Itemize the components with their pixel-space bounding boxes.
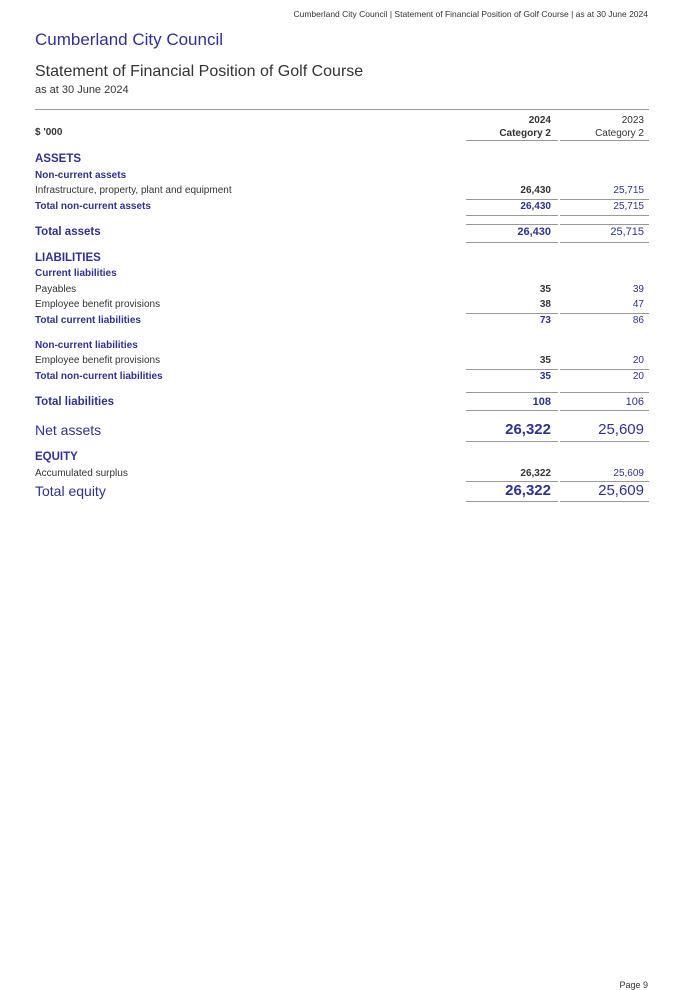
total-noncurrent-assets-label: Total non-current assets bbox=[35, 201, 151, 212]
total-assets-label: Total assets bbox=[35, 226, 101, 238]
total-current-liabilities-label: Total current liabilities bbox=[35, 315, 141, 326]
report-subtitle: as at 30 June 2024 bbox=[35, 84, 129, 96]
employee-provisions-noncurrent-label: Employee benefit provisions bbox=[35, 355, 161, 366]
employee-provisions-current-label: Employee benefit provisions bbox=[35, 299, 161, 310]
header-rule-2024 bbox=[466, 140, 558, 141]
total-current-liabilities-2024: 73 bbox=[539, 315, 551, 326]
employee-provisions-current-2024: 38 bbox=[539, 299, 551, 310]
header-rule-2023 bbox=[560, 140, 649, 141]
total-equity-2024: 26,322 bbox=[505, 482, 551, 499]
total-liabilities-label: Total liabilities bbox=[35, 396, 115, 408]
payables-label: Payables bbox=[35, 284, 77, 295]
employee-provisions-noncurrent-2024: 35 bbox=[539, 355, 551, 366]
rule bbox=[466, 392, 558, 393]
accumulated-surplus-2024: 26,322 bbox=[520, 468, 551, 479]
current-liabilities-heading: Current liabilities bbox=[35, 268, 117, 279]
total-noncurrent-liabilities-label: Total non-current liabilities bbox=[35, 371, 163, 382]
total-equity-2023: 25,609 bbox=[598, 482, 644, 499]
total-noncurrent-liabilities-2023: 20 bbox=[632, 371, 644, 382]
net-assets-label: Net assets bbox=[35, 422, 102, 438]
equity-heading: EQUITY bbox=[35, 451, 78, 463]
total-liabilities-2024: 108 bbox=[532, 396, 551, 408]
net-assets-2023: 25,609 bbox=[598, 421, 644, 438]
rule bbox=[560, 392, 649, 393]
noncurrent-liabilities-heading: Non-current liabilities bbox=[35, 340, 138, 351]
column-year-2023: 2023 bbox=[621, 115, 644, 126]
total-current-liabilities-2023: 86 bbox=[632, 315, 644, 326]
rule bbox=[560, 441, 649, 442]
employee-provisions-noncurrent-2023: 20 bbox=[632, 355, 644, 366]
rule bbox=[560, 501, 649, 502]
total-noncurrent-liabilities-2024: 35 bbox=[539, 371, 551, 382]
report-title: Statement of Financial Position of Golf Course bbox=[35, 63, 364, 80]
column-category-2023: Category 2 bbox=[595, 128, 644, 139]
employee-provisions-current-2023: 47 bbox=[632, 299, 644, 310]
rule bbox=[466, 224, 558, 225]
rule bbox=[466, 441, 558, 442]
page-number: Page 9 bbox=[619, 980, 648, 990]
rule bbox=[560, 242, 649, 243]
column-category-2024: Category 2 bbox=[499, 128, 551, 139]
rule bbox=[560, 215, 649, 216]
ippe-2024: 26,430 bbox=[520, 185, 551, 196]
liabilities-heading: LIABILITIES bbox=[35, 252, 101, 264]
rule bbox=[466, 410, 558, 411]
rule bbox=[466, 215, 558, 216]
currency-unit-label: $ '000 bbox=[35, 127, 63, 138]
payables-2023: 39 bbox=[632, 284, 644, 295]
accumulated-surplus-2023: 25,609 bbox=[613, 468, 644, 479]
total-assets-2023: 25,715 bbox=[610, 226, 644, 238]
rule bbox=[466, 501, 558, 502]
noncurrent-assets-heading: Non-current assets bbox=[35, 170, 127, 181]
financial-position-table bbox=[35, 109, 649, 505]
total-equity-label: Total equity bbox=[35, 483, 106, 499]
column-header-2024 bbox=[499, 114, 551, 140]
running-header: Cumberland City Council | Statement of Financial Position of Golf Course | as at 30 June 2024 bbox=[293, 9, 648, 19]
accumulated-surplus-label: Accumulated surplus bbox=[35, 468, 128, 479]
rule bbox=[466, 242, 558, 243]
ippe-label: Infrastructure, property, plant and equipment bbox=[35, 185, 232, 196]
net-assets-2024: 26,322 bbox=[505, 421, 551, 438]
column-header-2023 bbox=[595, 114, 644, 140]
payables-2024: 35 bbox=[539, 284, 551, 295]
total-noncurrent-assets-2024: 26,430 bbox=[520, 201, 551, 212]
rule bbox=[560, 410, 649, 411]
rule bbox=[560, 224, 649, 225]
column-year-2024: 2024 bbox=[528, 115, 551, 126]
total-noncurrent-assets-2023: 25,715 bbox=[613, 201, 644, 212]
total-assets-2024: 26,430 bbox=[517, 226, 551, 238]
council-name: Cumberland City Council bbox=[35, 30, 224, 49]
assets-heading: ASSETS bbox=[35, 153, 82, 165]
total-liabilities-2023: 106 bbox=[625, 396, 644, 408]
ippe-2023: 25,715 bbox=[613, 185, 644, 196]
